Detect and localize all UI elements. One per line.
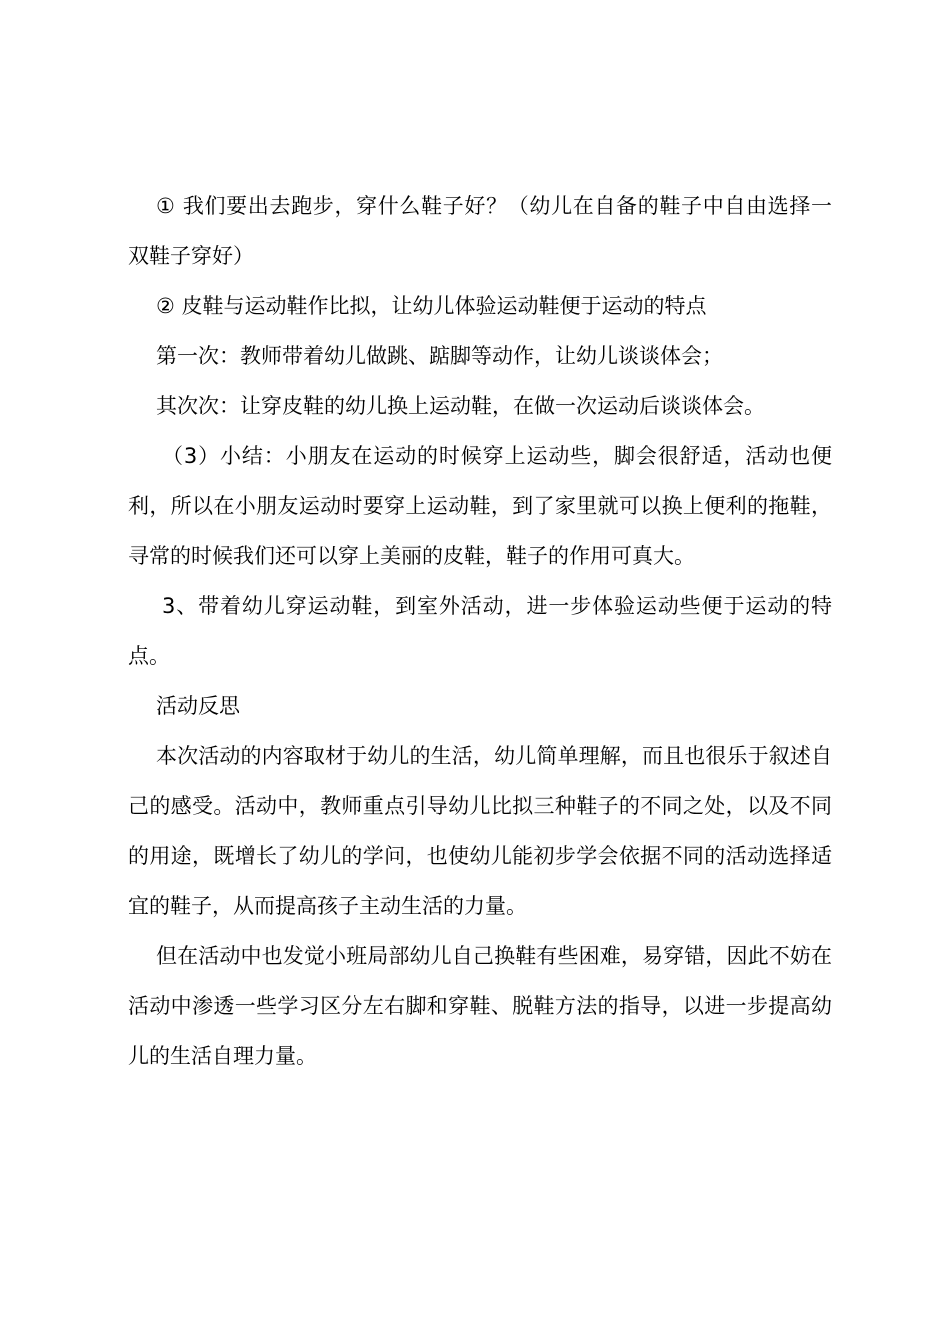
document-body bbox=[128, 181, 832, 1081]
section-heading-reflection: 活动反思 bbox=[156, 694, 240, 718]
paragraph-second-time: 其次次：让穿皮鞋的幼儿换上运动鞋，在做一次运动后谈谈体会。 bbox=[156, 394, 765, 418]
paragraph-shoe-choice: ① 我们要出去跑步，穿什么鞋子好？（幼儿在自备的鞋子中自由选择一双鞋子穿好） bbox=[128, 194, 832, 268]
paragraph-reflection-2: 但在活动中也发觉小班局部幼儿自己换鞋有些困难，易穿错，因此不妨在活动中渗透一些学习区分左右脚和穿鞋、脱鞋方法的指导，以进一步提高幼儿的生活自理力量。 bbox=[128, 944, 832, 1068]
paragraph-first-time: 第一次：教师带着幼儿做跳、踮脚等动作，让幼儿谈谈体会； bbox=[156, 344, 723, 368]
paragraph-reflection-1: 本次活动的内容取材于幼儿的生活，幼儿简单理解，而且也很乐于叙述自己的感受。活动中，教师重点引导幼儿比拟三种鞋子的不同之处，以及不同的用途，既增长了幼儿的学问，也使幼儿能初步学会依据不同的活动选择适宜的鞋子，从而提高孩子主动生活的力量。 bbox=[128, 744, 832, 918]
paragraph-outdoor-activity: 3、带着幼儿穿运动鞋，到室外活动，进一步体验运动些便于运动的特点。 bbox=[128, 594, 832, 668]
paragraph-summary: （3）小结：小朋友在运动的时候穿上运动些，脚会很舒适，活动也便利，所以在小朋友运动时要穿上运动鞋，到了家里就可以换上便利的拖鞋，寻常的时候我们还可以穿上美丽的皮鞋，鞋子的作用可真大。 bbox=[128, 444, 832, 568]
paragraph-shoe-comparison: ② 皮鞋与运动鞋作比拟，让幼儿体验运动鞋便于运动的特点 bbox=[156, 294, 707, 318]
